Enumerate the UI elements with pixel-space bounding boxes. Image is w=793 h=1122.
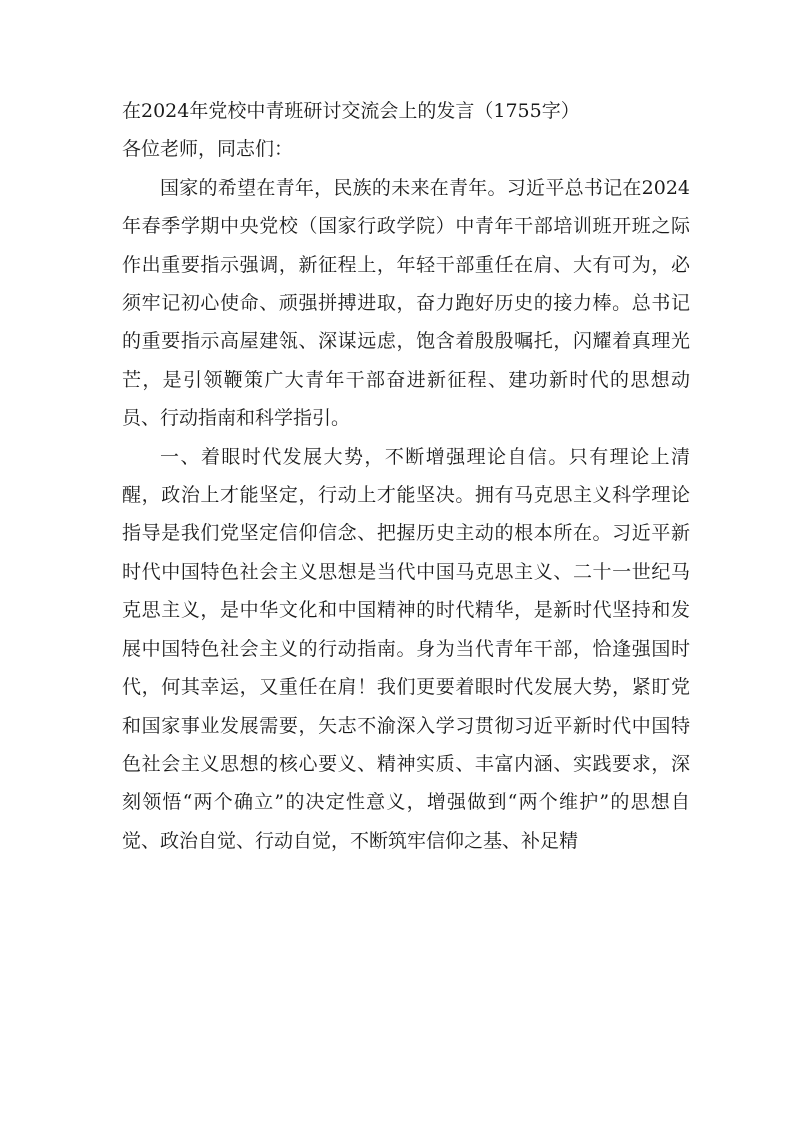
speech-title: 在2024年党校中青班研讨交流会上的发言（1755字） (122, 100, 580, 122)
salutation: 各位老师，同志们： (122, 138, 294, 161)
paragraph-section-one: 一、着眼时代发展大势，不断增强理论自信。只有理论上清醒，政治上才能坚定，行动上才能坚决。拥有马克思主义科学理论指导是我们党坚定信仰信念、把握历史主动的根本所在。习近平新时代中国特色社会主义思想是当代中国马克思主义、二十一世纪马克思主义，是中华文化和中国精神的时代精华，是新时代坚持和发展中国特色社会主义的行动指南。身为当代青年干部，恰逢强国时代，何其幸运，又重任在肩！我们更要着眼时代发展大势，紧盯党和国家事业发展需要，矢志不渝深入学习贯彻习近平新时代中国特色社会主义思想的核心要义、精神实质、丰富内涵、实践要求，深刻领悟“两个确立”的决定性意义，增强做到“两个维护”的思想自觉、政治自觉、行动自觉，不断筑牢信仰之基、补足精 (122, 445, 690, 852)
document-body (122, 92, 690, 860)
paragraph-intro: 国家的希望在青年，民族的未来在青年。习近平总书记在2024年春季学期中央党校（国家行政学院）中青年干部培训班开班之际作出重要指示强调，新征程上，年轻干部重任在肩、大有可为，必须牢记初心使命、顽强拼搏进取，奋力跑好历史的接力棒。总书记的重要指示高屋建瓴、深谋远虑，饱含着殷殷嘱托，闪耀着真理光芒，是引领鞭策广大青年干部奋进新征程、建功新时代的思想动员、行动指南和科学指引。 (122, 176, 690, 430)
